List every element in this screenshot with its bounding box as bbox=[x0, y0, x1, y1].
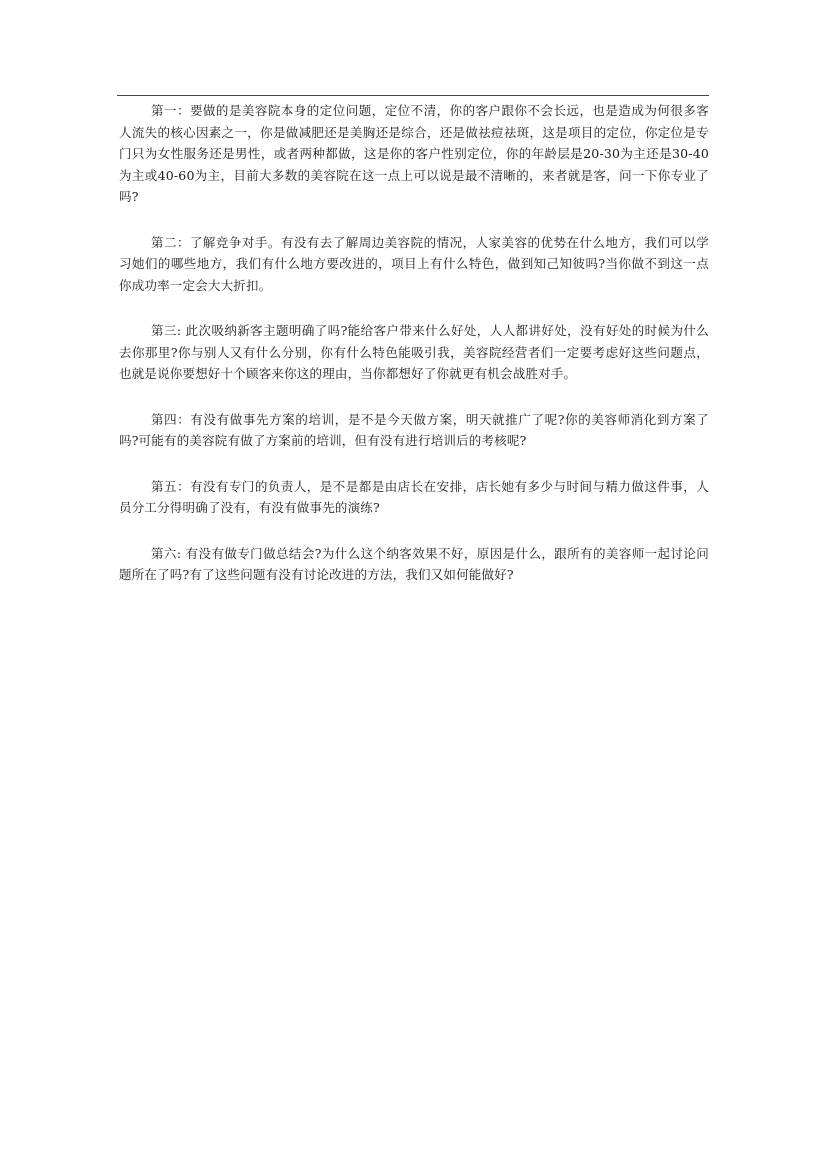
paragraph-fourth: 第四：有没有做事先方案的培训，是不是今天做方案，明天就推广了呢?你的美容师消化到方案了吗?可能有的美容院有做了方案前的培训，但有没有进行培训后的考核呢? bbox=[119, 411, 709, 448]
paragraph-third: 第三: 此次吸纳新客主题明确了吗?能给客户带来什么好处，人人都讲好处，没有好处的时候为什么去你那里?你与别人又有什么分别，你有什么特色能吸引我，美容院经营者们一定要考虑好这些问题点，也就是说你要想好十个顾客来你这的理由，当你都想好了你就更有机会战胜对手。 bbox=[119, 323, 709, 381]
header-rule bbox=[117, 95, 709, 96]
paragraph-sixth: 第六: 有没有做专门做总结会?为什么这个纳客效果不好，原因是什么，跟所有的美容师一起讨论问题所在了吗?有了这些问题有没有讨论改进的方法，我们又如何能做好? bbox=[119, 545, 709, 582]
paragraph-second: 第二：了解竞争对手。有没有去了解周边美容院的情况，人家美容的优势在什么地方，我们可以学习她们的哪些地方，我们有什么地方要改进的，项目上有什么特色，做到知己知彼吗?当你做不到这一点你成功率一定会大大折扣。 bbox=[119, 234, 709, 293]
document-body bbox=[119, 100, 709, 610]
paragraph-fifth: 第五：有没有专门的负责人，是不是都是由店长在安排，店长她有多少与时间与精力做这件事，人员分工分得明确了没有，有没有做事先的演练? bbox=[119, 478, 709, 515]
paragraph-first: 第一：要做的是美容院本身的定位问题，定位不清，你的客户跟你不会长远，也是造成为何很多客人流失的核心因素之一，你是做减肥还是美胸还是综合，还是做祛痘祛斑，这是项目的定位，你定位是专门只为女性服务还是男性，或者两种都做，这是你的客户性别定位，你的年龄层是20-30为主还是30-40为主或40-60为主，目前大多数的美容院在这一点上可以说是最不清晰的，来者就是客，问一下你专业了吗? bbox=[119, 103, 709, 204]
